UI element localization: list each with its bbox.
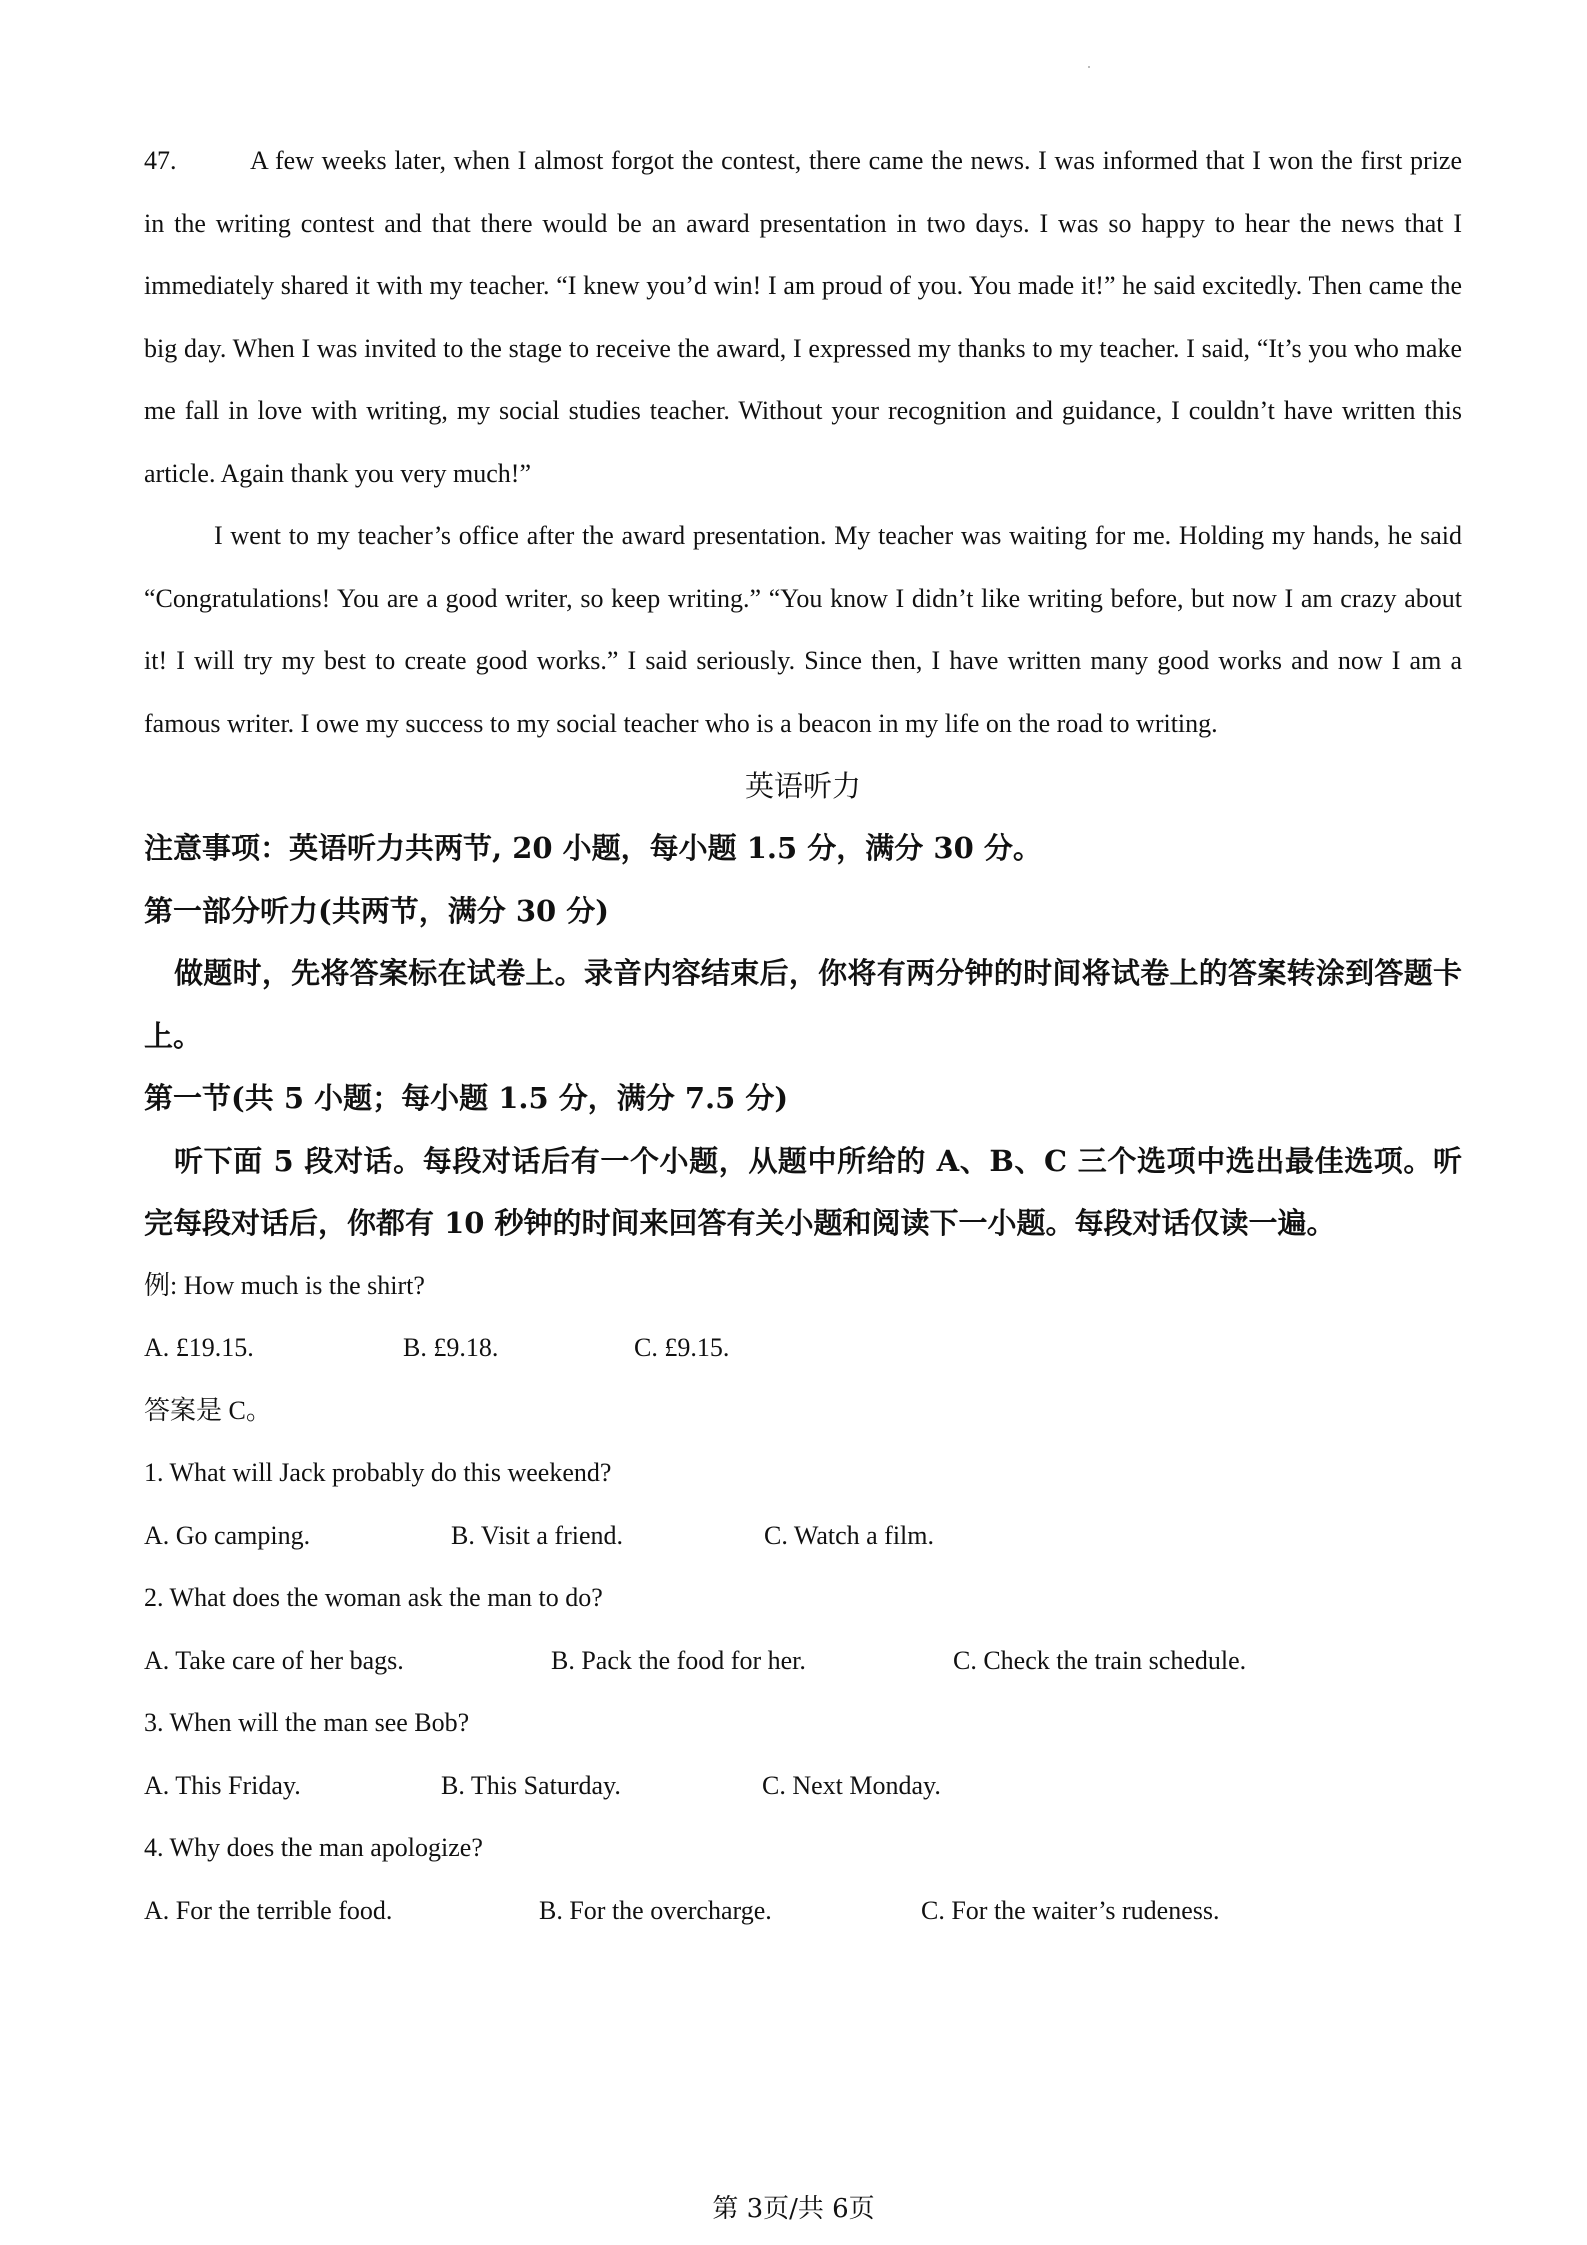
scan-speck [1088,66,1090,68]
q4-option-c: C. For the waiter’s rudeness. [921,1895,1220,1925]
essay-paragraph-1 [144,130,1462,505]
q3-option-b: B. This Saturday. [441,1770,621,1800]
question-4-options [144,1880,1462,1943]
q1-option-c: C. Watch a film. [764,1520,935,1550]
question-2-options [144,1630,1462,1693]
part1-instruction: 做题时，先将答案标在试卷上。录音内容结束后，你将有两分钟的时间将试卷上的答案转涂到答题卡上。 [144,956,1462,1053]
q3-option-a: A. This Friday. [144,1770,301,1800]
question-number: 47. [144,146,177,175]
question-1-options [144,1505,1462,1568]
q1-option-b: B. Visit a friend. [451,1520,623,1550]
question-2: 2. What does the woman ask the man to do? [144,1583,603,1612]
essay-answer [144,130,1462,755]
q1-option-a: A. Go camping. [144,1520,311,1550]
page-content [144,130,1462,1942]
example-option-c: C. £9.15. [634,1333,730,1362]
q3-option-c: C. Next Monday. [762,1770,941,1800]
q4-option-b: B. For the overcharge. [539,1895,772,1925]
listening-title: 英语听力 [744,769,861,803]
page-number-footer: 第 3页/共 6页 [712,2194,875,2224]
section1-instruction: 听下面 5 段对话。每段对话后有一个小题，从题中所给的 A、B、C 三个选项中选出最佳选项。听完每段对话后，你都有 10 秒钟的时间来回答有关小题和阅读下一小题。每段对话仅读一遍。 [144,1143,1462,1240]
essay-paragraph-2: I went to my teacher’s office after the award presentation. My teacher was waiting for me. Holding my hands, he said “Congratulations! You are a good writer, so keep writing.” “You know I didn’t like writing before, but now I am crazy about it! I will try my best to create good works.” I said seriously. Since then, I have written many good works and now I am a famous writer. I owe my success to my social teacher who is a beacon in my life on the road to writing. [144,521,1462,738]
notice-line: 注意事项：英语听力共两节, 20 小题，每小题 1.5 分，满分 30 分。 [144,831,1042,865]
q2-option-b: B. Pack the food for her. [551,1645,806,1675]
q4-option-a: A. For the terrible food. [144,1895,393,1925]
q2-option-c: C. Check the train schedule. [953,1645,1247,1675]
section1-heading: 第一节(共 5 小题；每小题 1.5 分，满分 7.5 分) [144,1081,789,1115]
question-1: 1. What will Jack probably do this weekend? [144,1458,612,1487]
q2-option-a: A. Take care of her bags. [144,1645,404,1675]
example-option-a: A. £19.15. [144,1333,254,1362]
question-3-options [144,1755,1462,1818]
example-option-b: B. £9.18. [403,1333,499,1362]
part1-heading: 第一部分听力(共两节，满分 30 分) [144,893,609,928]
question-3: 3. When will the man see Bob? [144,1708,470,1737]
question-4: 4. Why does the man apologize? [144,1833,483,1862]
example-options [144,1317,1462,1380]
example-question: 例: How much is the shirt? [144,1270,425,1300]
example-answer: 答案是 C。 [144,1395,272,1425]
essay-paragraph-1-text: A few weeks later, when I almost forgot the contest, there came the news. I was informed that I won the first prize in the writing contest and that there would be an award presentation in two days. I was so happy to hear the news that I immediately shared it with my teacher. “I knew you’d win! I am proud of you. You made it!” he said excitedly. Then came the big day. When I was invited to the stage to receive the award, I expressed my thanks to my teacher. I said, “It’s you who make me fall in love with writing, my social studies teacher. Without your recognition and guidance, I couldn’t have written this article. Again thank you very much!” [144,146,1462,488]
